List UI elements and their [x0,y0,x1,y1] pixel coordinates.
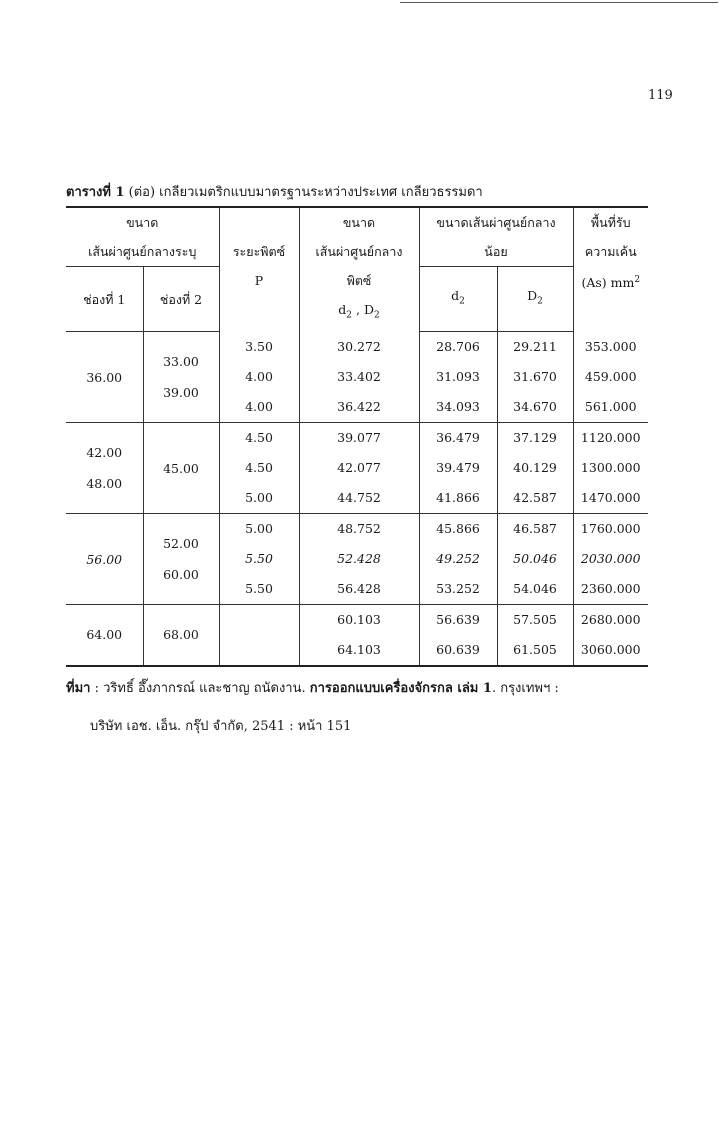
d2-cell: 60.639 [419,635,497,666]
header-stress-area: พื้นที่รับ ความเค้น (As) $mm^2$ [573,207,648,332]
source-book-title: การออกแบบเครื่องจักรกล เล่ม 1 [309,681,492,696]
choice1-cell: 64.00 [66,605,143,667]
D2-cell: 29.211 [497,332,573,363]
table-title-text: (ต่อ) เกลียวเมตริกแบบมาตรฐานระหว่างประเทศ เกลียวธรรมดา [124,185,483,200]
pitch-cell [219,605,299,667]
thread-table [66,206,648,667]
d2-cell: 53.252 [419,574,497,605]
pitch-cell: 3.50 [219,332,299,363]
d2-cell: 31.093 [419,362,497,392]
pitch-diameter-cell: 42.077 [299,453,419,483]
D2-cell: 54.046 [497,574,573,605]
header-nominal-diameter: ขนาด เส้นผ่าศูนย์กลางระบุ [66,207,219,267]
area-cell: 459.000 [573,362,648,392]
pitch-cell: 5.50 [219,544,299,574]
choice1-cell: 42.00 48.00 [66,423,143,514]
header-D2: $D_2$ [497,267,573,332]
table-title-label: ตารางที่ 1 [66,185,125,200]
d2-cell: 49.252 [419,544,497,574]
area-cell: 1300.000 [573,453,648,483]
page-number: 119 [648,88,673,103]
header-d2: $d_2$ [419,267,497,332]
table-title [66,181,483,202]
d2-cell: 41.866 [419,483,497,514]
area-cell: 1760.000 [573,514,648,545]
pitch-cell: 4.00 [219,392,299,423]
pitch-diameter-cell: 30.272 [299,332,419,363]
D2-cell: 50.046 [497,544,573,574]
D2-cell: 57.505 [497,605,573,636]
header-choice-2: ช่องที่ 2 [143,267,219,332]
d2-cell: 34.093 [419,392,497,423]
area-cell: 561.000 [573,392,648,423]
pitch-diameter-cell: 44.752 [299,483,419,514]
pitch-cell: 4.00 [219,362,299,392]
pitch-diameter-cell: 36.422 [299,392,419,423]
choice2-cell: 45.00 [143,423,219,514]
choice1-cell: 56.00 [66,514,143,605]
source-publisher: บริษัท เอช. เอ็น. กรุ๊ป จำกัด, 2541 : หน้า 151 [90,719,352,734]
D2-cell: 61.505 [497,635,573,666]
D2-cell: 42.587 [497,483,573,514]
area-cell: 2360.000 [573,574,648,605]
choice2-cell: 33.00 39.00 [143,332,219,423]
pitch-diameter-cell: 39.077 [299,423,419,454]
d2-cell: 45.866 [419,514,497,545]
header-pitch-diameter: ขนาด เส้นผ่าศูนย์กลาง พิตซ์ $d_2$ , $D_2$ [299,207,419,332]
pitch-diameter-cell: 52.428 [299,544,419,574]
pitch-cell: 5.00 [219,483,299,514]
pitch-diameter-cell: 56.428 [299,574,419,605]
top-rule [400,2,718,3]
pitch-cell: 4.50 [219,423,299,454]
pitch-cell: 5.00 [219,514,299,545]
d2-cell: 36.479 [419,423,497,454]
header-choice-1: ช่องที่ 1 [66,267,143,332]
source-citation [66,677,559,698]
source-authors: : วริทธิ์ อึ๊งภากรณ์ และชาญ ถนัดงาน. [90,681,310,696]
header-minor-diameter: ขนาดเส้นผ่าศูนย์กลาง น้อย [419,207,573,267]
area-cell: 3060.000 [573,635,648,666]
pitch-cell: 4.50 [219,453,299,483]
area-cell: 1470.000 [573,483,648,514]
D2-cell: 34.670 [497,392,573,423]
pitch-diameter-cell: 33.402 [299,362,419,392]
d2-cell: 56.639 [419,605,497,636]
pitch-diameter-cell: 60.103 [299,605,419,636]
pitch-cell: 5.50 [219,574,299,605]
area-cell: 2680.000 [573,605,648,636]
choice2-cell: 52.00 60.00 [143,514,219,605]
choice2-cell: 68.00 [143,605,219,667]
header-pitch: ระยะพิตซ์ P [219,207,299,332]
choice1-cell: 36.00 [66,332,143,423]
pitch-diameter-cell: 48.752 [299,514,419,545]
D2-cell: 31.670 [497,362,573,392]
D2-cell: 40.129 [497,453,573,483]
source-label: ที่มา [66,681,91,696]
source-city: . กรุงเทพฯ : [491,681,559,696]
d2-cell: 39.479 [419,453,497,483]
D2-cell: 37.129 [497,423,573,454]
area-cell: 1120.000 [573,423,648,454]
d2-cell: 28.706 [419,332,497,363]
pitch-diameter-cell: 64.103 [299,635,419,666]
D2-cell: 46.587 [497,514,573,545]
area-cell: 2030.000 [573,544,648,574]
area-cell: 353.000 [573,332,648,363]
